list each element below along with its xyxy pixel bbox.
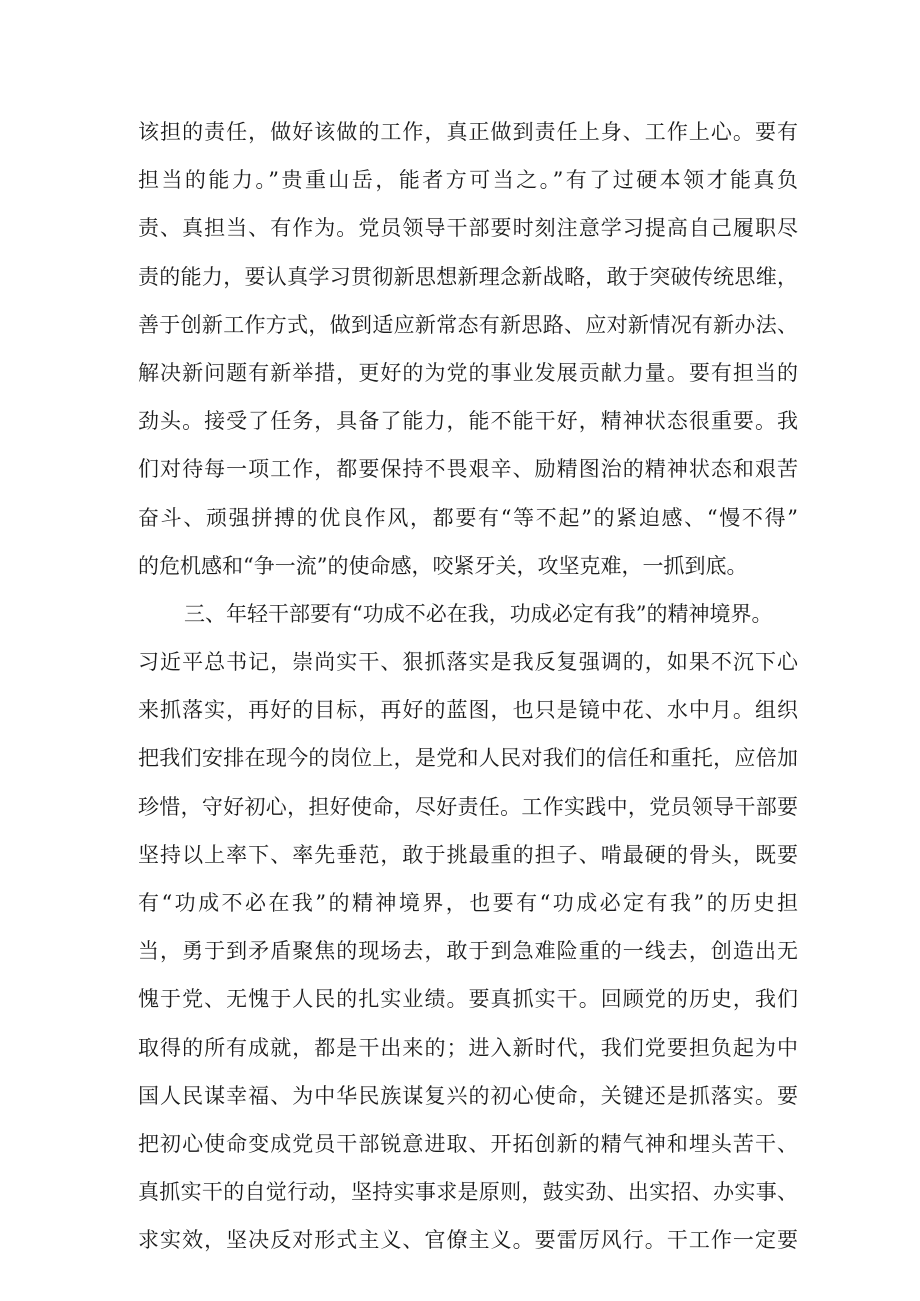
text-line: 解决新问题有新举措，更好的为党的事业发展贡献力量。要有担当的 [138,360,798,385]
text-line: 坚持以上率下、率先垂范，敢于挑最重的担子、啃最硬的骨头，既要 [138,842,798,867]
text-line: 习近平总书记，崇尚实干、狠抓落实是我反复强调的，如果不沉下心 [138,650,798,675]
text-line: 善于创新工作方式，做到适应新常态有新思路、应对新情况有新办法、 [138,312,798,337]
text-line: 劲头。接受了任务，具备了能力，能不能干好，精神状态很重要。我 [138,409,798,434]
text-line: 真抓实干的自觉行动，坚持实事求是原则，鼓实劲、出实招、办实事、 [138,1180,798,1205]
document-body [138,108,798,1265]
text-line: 担当的能力。”贵重山岳，能者方可当之。”有了过硬本领才能真负 [138,168,798,193]
text-line: 取得的所有成就，都是干出来的；进入新时代，我们党要担负起为中 [138,1035,798,1060]
text-line: 把我们安排在现今的岗位上，是党和人民对我们的信任和重托，应倍加 [138,746,798,771]
text-line: 当，勇于到矛盾聚焦的现场去，敢于到急难险重的一线去，创造出无 [138,939,798,964]
text-line: 愧于党、无愧于人民的扎实业绩。要真抓实干。回顾党的历史，我们 [138,987,798,1012]
text-line: 奋斗、顽强拼搏的优良作风，都要有“等不起”的紧迫感、“慢不得” [138,505,798,530]
text-line: 国人民谋幸福、为中华民族谋复兴的初心使命，关键还是抓落实。要 [138,1083,798,1108]
text-line: 珍惜，守好初心，担好使命，尽好责任。工作实践中，党员领导干部要 [138,794,798,819]
text-line: 来抓落实，再好的目标，再好的蓝图，也只是镜中花、水中月。组织 [138,698,798,723]
text-line: 把初心使命变成党员干部锐意进取、开拓创新的精气神和埋头苦干、 [138,1131,798,1156]
section-heading-line: 三、年轻干部要有“功成不必在我，功成必定有我”的精神境界。 [184,601,773,626]
text-line: 责的能力，要认真学习贯彻新思想新理念新战略，敢于突破传统思维， [138,264,798,289]
text-line: 们对待每一项工作，都要保持不畏艰辛、励精图治的精神状态和艰苦 [138,457,798,482]
text-line: 责、真担当、有作为。党员领导干部要时刻注意学习提高自己履职尽 [138,216,798,241]
text-line: 有“功成不必在我”的精神境界，也要有“功成必定有我”的历史担 [138,891,798,915]
text-line: 求实效，坚决反对形式主义、官僚主义。要雷厉风行。干工作一定要 [138,1228,798,1253]
text-line: 的危机感和“争一流”的使命感，咬紧牙关，攻坚克难，一抓到底。 [138,553,748,578]
text-line: 该担的责任，做好该做的工作，真正做到责任上身、工作上心。要有 [138,120,798,144]
